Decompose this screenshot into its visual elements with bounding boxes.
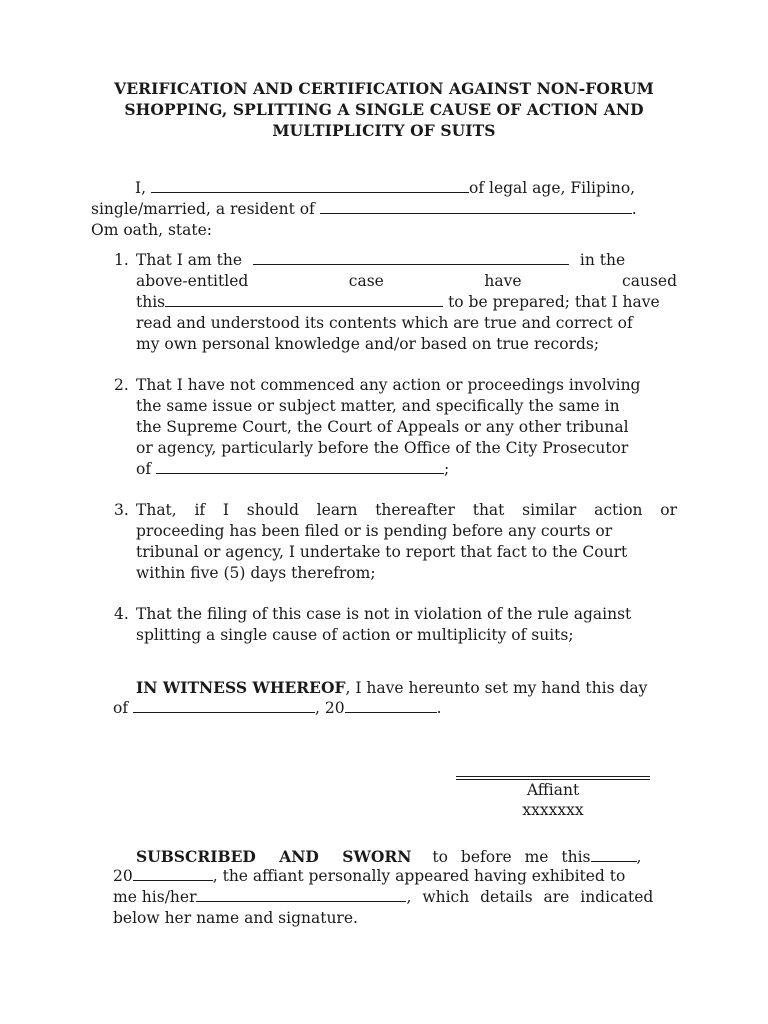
day-blank [133, 698, 315, 713]
item-4-line-2: splitting a single cause of action or multiplicity of suits; [136, 626, 574, 644]
jurat-bold: SUBSCRIBED AND SWORN [136, 847, 412, 866]
id-blank [196, 887, 406, 902]
item-1-line-3 [136, 292, 660, 313]
item-2-line-5 [136, 459, 449, 480]
witness-bold: IN WITNESS WHEREOF [136, 678, 346, 697]
witness-line-2 [113, 698, 442, 719]
item-2-line-3: the Supreme Court, the Court of Appeals or any other tribunal [136, 418, 629, 436]
item-2-of: of [136, 460, 152, 478]
role-blank [253, 250, 569, 265]
item-1-text-b: in the [579, 251, 626, 269]
affiant-name: xxxxxxx [522, 801, 584, 819]
jurat-comma: , [636, 848, 642, 866]
address-blank [320, 199, 632, 214]
prosecutor-blank [156, 459, 444, 474]
signature-line [456, 776, 650, 777]
intro-line-2 [91, 199, 637, 220]
item-1-line-1 [136, 250, 625, 271]
affiant-label: Affiant [526, 781, 580, 799]
intro-period: . [631, 200, 637, 218]
item-2-number: 2. [114, 376, 129, 394]
item-2-semicolon: ; [444, 460, 450, 478]
jurat-line-1 [136, 846, 677, 868]
jurat-year-blank [133, 866, 213, 881]
intro-line-1 [135, 178, 635, 199]
witness-year-prefix: , 20 [315, 699, 345, 717]
item-1-text-a: That I am the [136, 251, 243, 269]
intro-i: I, [135, 179, 147, 197]
name-blank [151, 178, 469, 193]
item-2-line-1: That I have not commenced any action or proceedings involving [136, 376, 641, 394]
item-3-line-4: within five (5) days therefrom; [136, 564, 376, 582]
witness-rest: , I have hereunto set my hand this day [345, 679, 648, 697]
item-1-line-2: above-entitled case have caused [136, 272, 677, 290]
item-3-line-3: tribunal or agency, I undertake to report that fact to the Court [136, 543, 628, 561]
item-4-line-1: That the filing of this case is not in violation of the rule against [136, 605, 632, 623]
title-line-1: VERIFICATION AND CERTIFICATION AGAINST NON-FORUM [114, 79, 654, 98]
jurat-line-4: below her name and signature. [113, 909, 358, 927]
item-1-number: 1. [114, 251, 129, 269]
jurat-appeared: , the affiant personally appeared having exhibited to [212, 867, 626, 885]
intro-line-3: Om oath, state: [91, 221, 213, 239]
witness-line-1 [136, 677, 647, 699]
jurat-day-blank [591, 847, 637, 862]
item-2-line-2: the same issue or subject matter, and specifically the same in [136, 397, 620, 415]
jurat-year-prefix: 20 [113, 867, 133, 885]
item-2-line-4: or agency, particularly before the Office of the City Prosecutor [136, 439, 629, 457]
witness-period: . [436, 699, 442, 717]
item-1-prepared: to be prepared; that I have [448, 293, 660, 311]
item-1-line-4: read and understood its contents which are true and correct of [136, 314, 633, 332]
year-blank [345, 698, 437, 713]
item-3-line-2: proceeding has been filed or is pending before any courts or [136, 522, 613, 540]
item-1-this: this [136, 293, 166, 311]
jurat-line-3 [113, 887, 653, 908]
jurat-his-her: me his/her [113, 888, 197, 906]
pleading-blank [165, 292, 443, 307]
intro-resident: single/married, a resident of [91, 200, 315, 218]
document-title [80, 78, 688, 141]
intro-legal-age: of legal age, Filipino, [469, 179, 636, 197]
title-line-2: SHOPPING, SPLITTING A SINGLE CAUSE OF ACTION AND [124, 100, 644, 119]
title-line-3: MULTIPLICITY OF SUITS [272, 121, 496, 140]
item-1-line-5: my own personal knowledge and/or based on true records; [136, 335, 600, 353]
jurat-before-me: to before me this [432, 848, 591, 866]
jurat-details: , which details are indicated [406, 888, 654, 906]
witness-of: of [113, 699, 129, 717]
item-4-number: 4. [114, 605, 129, 623]
jurat-line-2 [113, 866, 625, 887]
item-3-line-1: That, if I should learn thereafter that similar action or [136, 501, 677, 519]
item-3-number: 3. [114, 501, 129, 519]
